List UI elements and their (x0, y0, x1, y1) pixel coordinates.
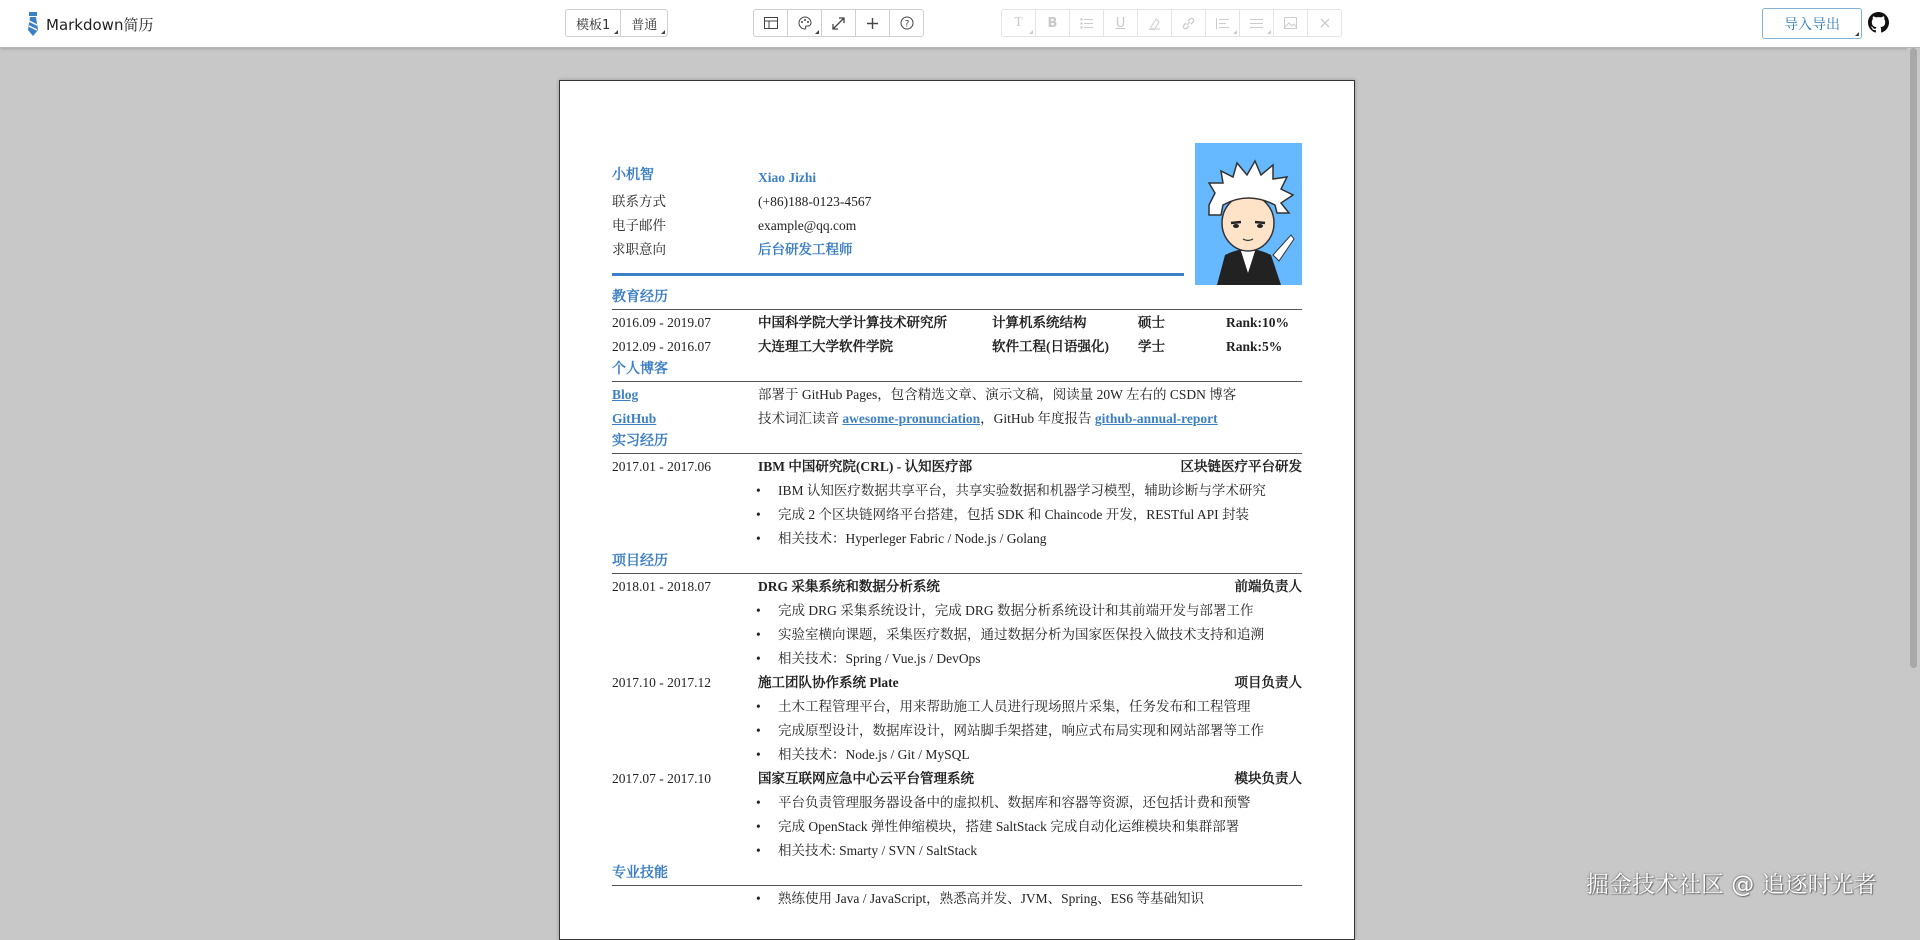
list-item: • 相关技术：Node.js / Git / MySQL (758, 745, 970, 765)
plus-icon (867, 18, 878, 29)
list-item: • 完成 DRG 采集系统设计，完成 DRG 数据分析系统设计和其前端开发与部署工作 (758, 601, 1254, 621)
blog-link[interactable]: Blog (612, 387, 639, 402)
education-major: 软件工程(日语强化) (992, 339, 1109, 354)
link-button[interactable] (1171, 9, 1206, 37)
list-item: • 相关技术: Smarty / SVN / SaltStack (758, 841, 977, 861)
list-item: • 完成原型设计，数据库设计，网站脚手架搭建，响应式布局实现和网站部署等工作 (758, 721, 1264, 741)
education-school: 中国科学院大学计算技术研究所 (758, 315, 947, 330)
education-major: 计算机系统结构 (992, 315, 1087, 330)
fullscreen-button[interactable] (821, 9, 856, 37)
app-title: Markdown简历 (46, 15, 154, 34)
project-role: 前端负责人 (1234, 579, 1302, 594)
underline-icon: U (1115, 15, 1126, 31)
list-item: • 土木工程管理平台，用来帮助施工人员进行现场照片采集，任务发布和工程管理 (758, 697, 1251, 717)
text-icon: T (1014, 15, 1023, 30)
project-name: 国家互联网应急中心云平台管理系统 (758, 771, 974, 786)
table-button[interactable] (753, 9, 788, 37)
format-tools-group (1001, 9, 1342, 37)
caret-icon (661, 30, 665, 34)
education-degree: 学士 (1138, 339, 1165, 354)
clear-format-button[interactable] (1137, 9, 1172, 37)
caret-icon (815, 30, 819, 34)
mode-label: 普通 (631, 17, 658, 33)
project-header (612, 769, 1302, 789)
template-label: 模板1 (576, 17, 611, 33)
close-button[interactable] (1307, 9, 1342, 37)
template-group (565, 9, 668, 37)
list-item: • IBM 认知医疗数据共享平台，共享实验数据和机器学习模型，辅助诊断与学术研究 (758, 481, 1266, 501)
list-button[interactable] (1069, 9, 1104, 37)
internship-header (612, 457, 1302, 477)
template-select-button[interactable] (565, 9, 621, 37)
education-degree: 硕士 (1138, 315, 1165, 330)
brand[interactable] (26, 12, 153, 36)
project-name: DRG 采集系统和数据分析系统 (758, 579, 940, 594)
import-export-button[interactable] (1762, 8, 1862, 39)
email-label: 电子邮件 (612, 218, 666, 233)
caret-icon (1267, 30, 1271, 34)
education-school: 大连理工大学软件学院 (758, 339, 893, 354)
help-icon (900, 16, 914, 30)
watermark: 掘金技术社区 @ 追逐时光者 (1586, 872, 1877, 898)
project-date: 2017.07 - 2017.10 (612, 771, 711, 786)
align-button[interactable] (1205, 9, 1240, 37)
list-item: • 实验室横向课题，采集医疗数据，通过数据分析为国家医保投入做技术支持和追溯 (758, 625, 1264, 645)
education-row (612, 313, 1302, 333)
section-title-skills: 专业技能 (612, 863, 1302, 886)
help-button[interactable] (889, 9, 924, 37)
add-button[interactable] (855, 9, 890, 37)
section-title-internship: 实习经历 (612, 431, 1302, 454)
close-icon (1320, 18, 1330, 28)
job-intent-value: 后台研发工程师 (758, 242, 853, 257)
import-export-label: 导入导出 (1784, 16, 1840, 33)
list-item: • 平台负责管理服务器设备中的虚拟机、数据库和容器等资源，还包括计费和预警 (758, 793, 1251, 813)
section-title-education: 教育经历 (612, 287, 1302, 310)
list-item: • 完成 2 个区块链网络平台搭建，包括 SDK 和 Chaincode 开发，RESTful API 封装 (758, 505, 1249, 525)
github-annual-report-link[interactable]: github-annual-report (1094, 411, 1218, 426)
contact-label: 联系方式 (612, 194, 666, 209)
bold-button[interactable] (1035, 9, 1070, 37)
clear-format-icon (1148, 17, 1161, 30)
project-date: 2017.10 - 2017.12 (612, 675, 711, 690)
tie-logo-icon (26, 12, 40, 36)
name-label: 小机智 (612, 168, 654, 183)
image-icon (1284, 17, 1297, 29)
view-tools-group (753, 9, 924, 37)
github-text-1: 技术词汇读音 (758, 411, 843, 426)
vertical-scrollbar[interactable] (1907, 48, 1920, 919)
list-item: • 熟练使用 Java / JavaScript，熟悉高并发、JVM、Spring、ES6 等基础知识 (758, 889, 1204, 909)
underline-button[interactable] (1103, 9, 1138, 37)
list-icon (1080, 18, 1093, 29)
svg-text:?: ? (904, 19, 909, 30)
list-item: • 相关技术：Spring / Vue.js / DevOps (758, 649, 981, 669)
top-toolbar (0, 0, 1920, 48)
education-date: 2016.09 - 2019.07 (612, 315, 711, 330)
email-value: example@qq.com (758, 218, 857, 233)
avatar-image (1195, 143, 1302, 285)
resume-paper[interactable] (559, 80, 1355, 940)
header-divider (612, 273, 1184, 276)
align-justify-icon (1250, 18, 1263, 29)
project-role: 模块负责人 (1234, 771, 1302, 786)
justify-button[interactable] (1239, 9, 1274, 37)
awesome-pronunciation-link[interactable]: awesome-pronunciation (842, 411, 981, 426)
heading-button[interactable] (1001, 9, 1036, 37)
table-icon (764, 17, 778, 29)
blog-description: 部署于 GitHub Pages，包含精选文章、演示文稿，阅读量 20W 左右的 CSDN 博客 (758, 387, 1237, 402)
github-link[interactable]: GitHub (612, 411, 657, 426)
list-item: • 完成 OpenStack 弹性伸缩模块，搭建 SaltStack 完成自动化运维模块和集群部署 (758, 817, 1239, 837)
scrollbar-thumb[interactable] (1910, 48, 1917, 668)
project-header (612, 673, 1302, 693)
mode-select-button[interactable] (620, 9, 668, 37)
project-name: 施工团队协作系统 Plate (758, 675, 899, 690)
caret-icon (1029, 30, 1033, 34)
caret-icon (614, 30, 618, 34)
name-en: Xiao Jizhi (758, 170, 817, 185)
section-title-blog: 个人博客 (612, 359, 1302, 382)
contact-value: (+86)188-0123-4567 (758, 194, 872, 209)
internship-role: 区块链医疗平台研发 (1180, 459, 1302, 474)
theme-color-button[interactable] (787, 9, 822, 37)
link-icon (1182, 17, 1195, 30)
education-date: 2012.09 - 2016.07 (612, 339, 711, 354)
align-icon (1216, 18, 1229, 29)
bold-icon: B (1047, 15, 1058, 31)
caret-icon (1855, 32, 1859, 36)
project-header (612, 577, 1302, 597)
job-intent-label: 求职意向 (612, 242, 666, 257)
internship-org: IBM 中国研究院(CRL) - 认知医疗部 (758, 459, 973, 474)
caret-icon (1233, 30, 1237, 34)
project-date: 2018.01 - 2018.07 (612, 579, 711, 594)
education-row (612, 337, 1302, 357)
image-button[interactable] (1273, 9, 1308, 37)
palette-icon (798, 16, 812, 30)
project-role: 项目负责人 (1234, 675, 1302, 690)
education-rank: Rank:5% (1226, 339, 1283, 354)
internship-date: 2017.01 - 2017.06 (612, 459, 711, 474)
list-item: • 相关技术：Hyperleger Fabric / Node.js / Golang (758, 529, 1046, 549)
github-icon[interactable] (1868, 12, 1889, 33)
github-description (758, 409, 1218, 429)
education-rank: Rank:10% (1226, 315, 1290, 330)
github-text-2: ，GitHub 年度报告 (980, 411, 1095, 426)
expand-icon (832, 17, 845, 30)
section-title-projects: 项目经历 (612, 551, 1302, 574)
